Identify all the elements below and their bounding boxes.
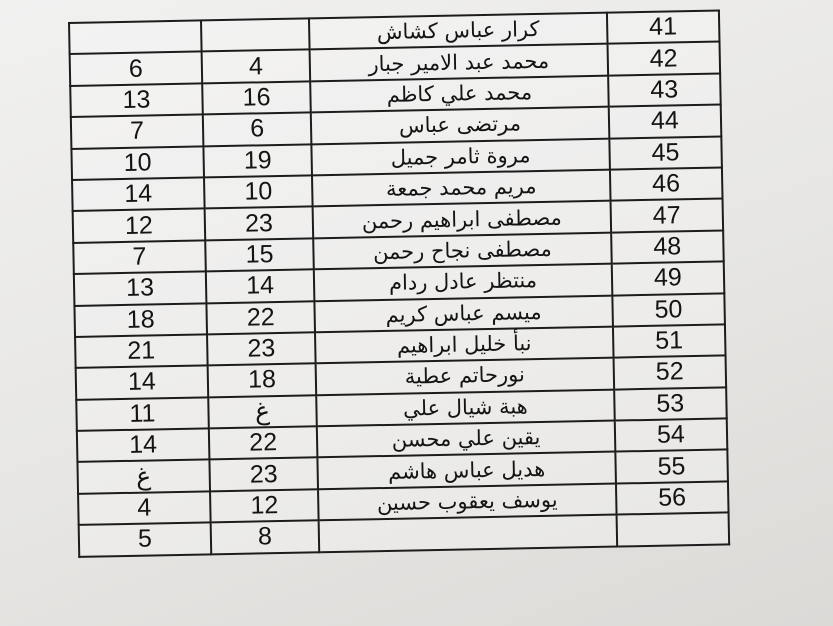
student-name-cell: مصطفى ابراهيم رحمن: [313, 201, 611, 238]
score-cell-a: غ: [77, 460, 209, 494]
serial-number-cell: [616, 513, 729, 547]
serial-number-cell: 53: [614, 387, 727, 421]
score-cell-a: 13: [70, 83, 202, 117]
serial-number-cell: 55: [615, 450, 728, 484]
score-cell-b: 4: [201, 50, 310, 83]
serial-number-cell: 42: [607, 42, 720, 76]
score-cell-b: غ: [208, 395, 317, 428]
score-cell-a: 21: [75, 334, 207, 368]
score-cell-b: 23: [207, 332, 316, 365]
score-cell-b: [201, 18, 310, 51]
student-name-cell: محمد عبد الامير جبار: [310, 44, 608, 81]
serial-number-cell: 51: [613, 324, 726, 358]
score-cell-b: 22: [209, 426, 318, 459]
serial-number-cell: 47: [610, 199, 723, 233]
score-cell-a: 7: [73, 240, 205, 274]
score-cell-b: 14: [206, 269, 315, 302]
score-cell-b: 10: [204, 175, 313, 208]
serial-number-cell: 44: [608, 105, 721, 139]
score-cell-a: 18: [74, 303, 206, 337]
student-name-cell: ميسم عباس كريم: [315, 295, 613, 332]
score-cell-b: 12: [210, 489, 319, 522]
student-name-cell: يقين علي محسن: [317, 421, 615, 458]
student-name-cell: مرتضى عباس: [311, 107, 609, 144]
student-name-cell: [319, 515, 617, 552]
student-name-cell: مروة ثامر جميل: [312, 138, 610, 175]
serial-number-cell: 49: [611, 262, 724, 296]
grades-table: [68, 9, 730, 557]
score-cell-a: 14: [77, 428, 209, 462]
serial-number-cell: 45: [609, 136, 722, 170]
student-name-cell: نورحاتم عطية: [316, 358, 614, 395]
table-body: [69, 11, 729, 557]
score-cell-b: 19: [203, 144, 312, 177]
score-cell-a: 14: [76, 366, 208, 400]
score-cell-b: 18: [207, 364, 316, 397]
score-cell-b: 22: [206, 301, 315, 334]
student-name-cell: يوسف يعقوب حسين: [318, 483, 616, 520]
score-cell-b: 23: [209, 458, 318, 491]
score-cell-a: [69, 20, 201, 54]
serial-number-cell: 50: [612, 293, 725, 327]
student-name-cell: نبأ خليل ابراهيم: [315, 327, 613, 364]
serial-number-cell: 52: [613, 356, 726, 390]
score-cell-b: 16: [202, 81, 311, 114]
serial-number-cell: 43: [608, 73, 721, 107]
student-name-cell: محمد علي كاظم: [310, 75, 608, 112]
score-cell-a: 10: [71, 146, 203, 180]
serial-number-cell: 54: [614, 419, 727, 453]
score-cell-a: 11: [76, 397, 208, 431]
serial-number-cell: 46: [610, 167, 723, 201]
score-cell-a: 5: [79, 523, 211, 557]
student-name-cell: مصطفى نجاح رحمن: [313, 232, 611, 269]
score-cell-a: 4: [78, 491, 210, 525]
score-cell-a: 12: [73, 209, 205, 243]
serial-number-cell: 48: [611, 230, 724, 264]
score-cell-b: 8: [211, 521, 320, 554]
score-cell-b: 15: [205, 238, 314, 271]
score-cell-b: 23: [204, 207, 313, 240]
score-cell-a: 6: [70, 52, 202, 86]
score-cell-a: 14: [72, 177, 204, 211]
student-name-cell: هديل عباس هاشم: [318, 452, 616, 489]
score-cell-b: 6: [203, 113, 312, 146]
serial-number-cell: 41: [607, 11, 720, 45]
student-name-cell: منتظر عادل ردام: [314, 264, 612, 301]
score-cell-a: 13: [74, 272, 206, 306]
score-cell-a: 7: [71, 115, 203, 149]
student-name-cell: مريم محمد جمعة: [312, 170, 610, 207]
student-name-cell: كرار عباس كشاش: [309, 13, 607, 50]
student-name-cell: هبة شيال علي: [316, 389, 614, 426]
serial-number-cell: 56: [616, 481, 729, 515]
